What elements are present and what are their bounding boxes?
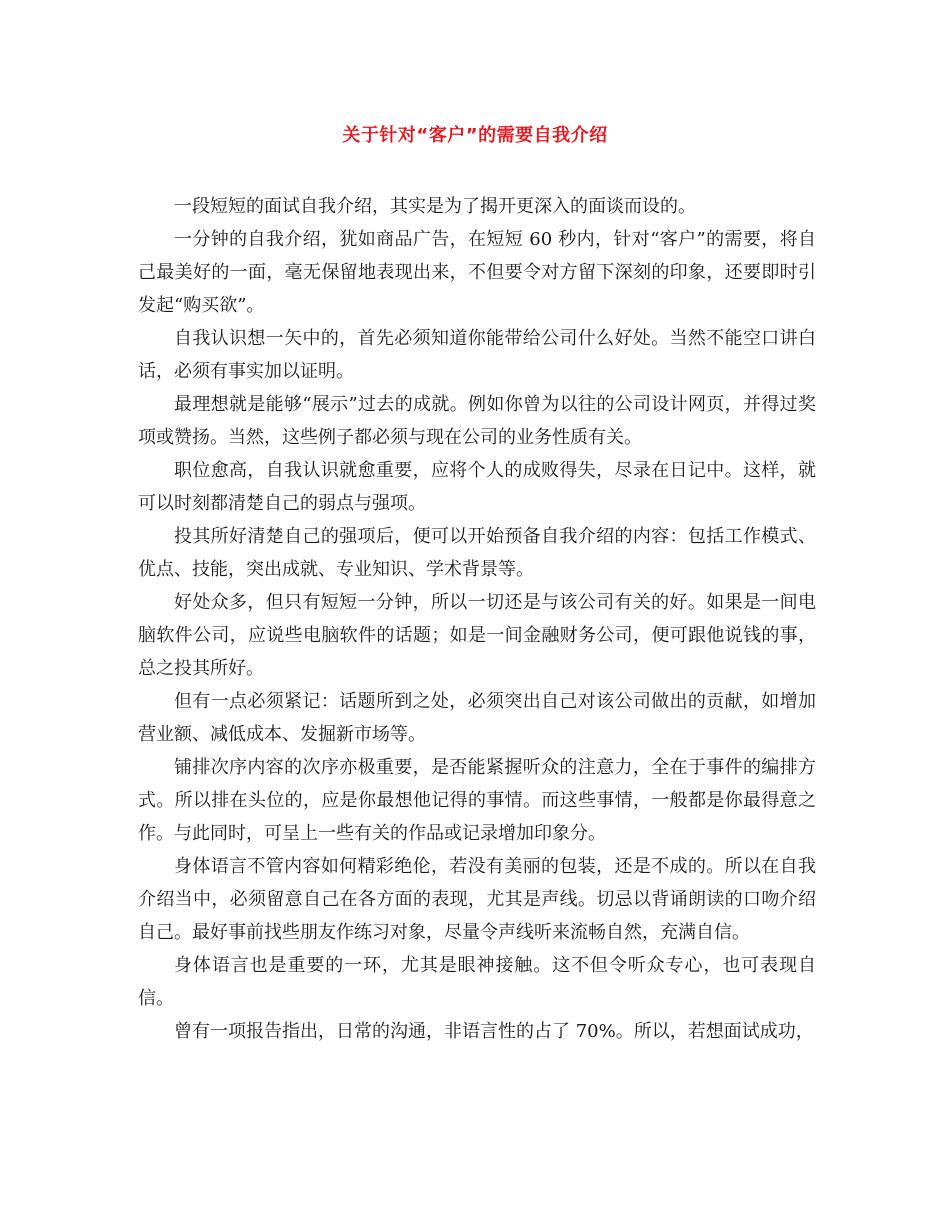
paragraph: 投其所好清楚自己的强项后，便可以开始预备自我介绍的内容：包括工作模式、优点、技能，突出成就、专业知识、学术背景等。	[138, 526, 816, 580]
paragraph: 好处众多，但只有短短一分钟，所以一切还是与该公司有关的好。如果是一间电脑软件公司，应说些电脑软件的话题；如是一间金融财务公司，便可跟他说钱的事，总之投其所好。	[138, 592, 816, 679]
paragraph: 自我认识想一矢中的，首先必须知道你能带给公司什么好处。当然不能空口讲白话，必须有事实加以证明。	[138, 328, 816, 382]
paragraph: 最理想就是能够“展示”过去的成就。例如你曾为以往的公司设计网页，并得过奖项或赞扬。当然，这些例子都必须与现在公司的业务性质有关。	[138, 394, 816, 448]
paragraph: 但有一点必须紧记：话题所到之处，必须突出自己对该公司做出的贡献，如增加营业额、减低成本、发掘新市场等。	[138, 691, 816, 745]
paragraph: 铺排次序内容的次序亦极重要，是否能紧握听众的注意力，全在于事件的编排方式。所以排在头位的，应是你最想他记得的事情。而这些事情，一般都是你最得意之作。与此同时，可呈上一些有关的作品或记录增加印象分。	[138, 757, 816, 844]
paragraph: 曾有一项报告指出，日常的沟通，非语言性的占了 70%。所以，若想面试成功，	[174, 1021, 814, 1042]
paragraph: 身体语言不管内容如何精彩绝伦，若没有美丽的包装，还是不成的。所以在自我介绍当中，必须留意自己在各方面的表现，尤其是声线。切忌以背诵朗读的口吻介绍自己。最好事前找些朋友作练习对象，尽量令声线听来流畅自然，充满自信。	[138, 856, 816, 943]
paragraph: 一分钟的自我介绍，犹如商品广告，在短短 60 秒内，针对“客户”的需要，将自己最美好的一面，毫无保留地表现出来，不但要令对方留下深刻的印象，还要即时引发起“购买欲”。	[138, 229, 816, 316]
document-body	[138, 190, 816, 1048]
paragraph: 职位愈高，自我认识就愈重要，应将个人的成败得失，尽录在日记中。这样，就可以时刻都清楚自己的弱点与强项。	[138, 460, 816, 514]
paragraph: 身体语言也是重要的一环，尤其是眼神接触。这不但令听众专心，也可表现自信。	[138, 955, 816, 1009]
document-title: 关于针对“客户”的需要自我介绍	[342, 125, 608, 146]
paragraph: 一段短短的面试自我介绍，其实是为了揭开更深入的面谈而设的。	[174, 196, 696, 217]
